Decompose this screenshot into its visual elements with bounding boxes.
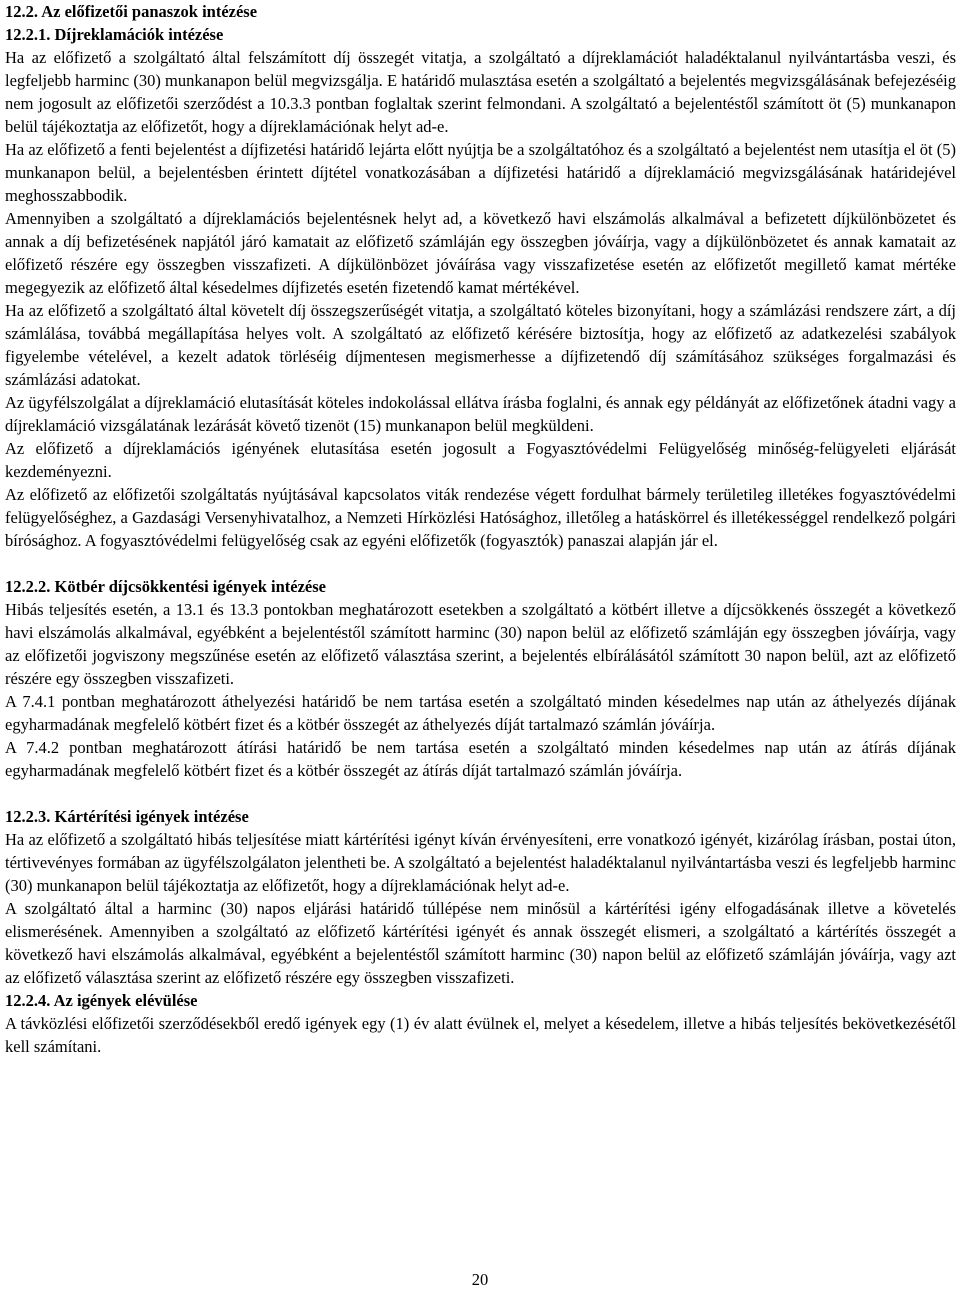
paragraph: Ha az előfizető a szolgáltató hibás teljesítése miatt kártérítési igényt kíván érvényesíteni, erre vonatkozó igényét, kizárólag írásban, postai úton, tértivevényes formában az ügyfélszolgálaton jelentheti be. A szolgáltató a bejelentést haladéktalanul nyilvántartásba veszi és legfeljebb harminc (30) munkanapon belül tájékoztatja az előfizetőt, hogy a díjreklamációnak helyt ad-e. — [5, 830, 956, 895]
paragraph: Ha az előfizető a szolgáltató által követelt díj összegszerűségét vitatja, a szolgáltató köteles bizonyítani, hogy a számlázási rendszere zárt, a díj számlálása, továbbá megállapítása helyes volt. A szolgáltató az előfizető kérésére biztosítja, hogy az előfizető az adatkezelési szabályok figyelembe vételével, a kezelt adatok törléséig díjmentesen megismerhesse a díjfizetendő díj számításához szükséges forgalmazási és számlázási adatokat. — [5, 301, 956, 389]
paragraph: A szolgáltató által a harminc (30) napos eljárási határidő túllépése nem minősül a kártérítési igény elfogadásának illetve a követelés elismerésének. Amennyiben a szolgáltató az előfizető kártérítési igényét és annak összegét elismeri, a szolgáltató a kártérítés összegét a következő havi elszámolás alkalmával, egyébként a bejelentéstől számított harminc (30) napon belül az előfizető számláján jóváírja, vagy azt az előfizető választása szerint az előfizető részére egy összegben visszafizeti. — [5, 899, 956, 987]
page-number: 20 — [471, 1270, 489, 1289]
document-page — [5, 0, 956, 1058]
main-heading: 12.2. Az előfizetői panaszok intézése — [5, 2, 258, 21]
paragraph: Hibás teljesítés esetén, a 13.1 és 13.3 pontokban meghatározott esetekben a szolgáltató a kötbért illetve a díjcsökkenés összegét a következő havi elszámolás alkalmával, egyébként a bejelentéstől számított harminc (30) napon belül az előfizető számláján egy összegben jóváírja, vagy az előfizetői jogviszony megszűnése esetén az előfizető választása szerint, a bejelentés elbírálásától számított 30 napon belül, azt az előfizető részére egy összegben visszafizeti. — [5, 600, 956, 688]
section-heading-12-2-4: 12.2.4. Az igények elévülése — [5, 991, 198, 1010]
section-heading-12-2-2: 12.2.2. Kötbér díjcsökkentési igények intézése — [5, 577, 326, 596]
paragraph: Ha az előfizető a szolgáltató által felszámított díj összegét vitatja, a szolgáltató a díjreklamációt haladéktalanul nyilvántartásba veszi, és legfeljebb harminc (30) munkanapon belül megvizsgálja. E határidő mulasztása esetén a szolgáltató a bejelentés megvizsgálásának befejezéséig nem jogosult az előfizetői szerződést a 10.3.3 pontban foglaltak szerint felmondani. A szolgáltató a bejelentéstől számított öt (5) munkanapon belül tájékoztatja az előfizetőt, hogy a díjreklamációnak helyt ad-e. — [5, 48, 956, 136]
paragraph: Az előfizető az előfizetői szolgáltatás nyújtásával kapcsolatos viták rendezése végett fordulhat bármely területileg illetékes fogyasztóvédelmi felügyelőséghez, a Gazdasági Versenyhivatalhoz, a Nemzeti Hírközlési Hatósághoz, illetőleg a hatáskörrel és illetékességgel rendelkező polgári bírósághoz. A fogyasztóvédelmi felügyelőség csak az egyéni előfizetők (fogyasztók) panaszai alapján jár el. — [5, 485, 956, 550]
paragraph: A 7.4.1 pontban meghatározott áthelyezési határidő be nem tartása esetén a szolgáltató minden késedelmes nap után az áthelyezés díjának egyharmadának megfelelő kötbért fizet és a kötbér összegét az áthelyezés díját tartalmazó számlán jóváírja. — [5, 692, 956, 734]
paragraph: A távközlési előfizetői szerződésekből eredő igények egy (1) év alatt évülnek el, melyet a késedelem, illetve a hibás teljesítés bekövetkezésétől kell számítani. — [5, 1014, 956, 1056]
paragraph: Az ügyfélszolgálat a díjreklamáció elutasítását köteles indokolással ellátva írásba foglalni, és annak egy példányát az előfizetőnek átadni vagy a díjreklamáció vizsgálatának lezárását követő tizenöt (15) munkanapon belül megküldeni. — [5, 393, 956, 435]
paragraph: A 7.4.2 pontban meghatározott átírási határidő be nem tartása esetén a szolgáltató minden késedelmes nap után az átírás díjának egyharmadának megfelelő kötbért fizet és a kötbér összegét az átírás díját tartalmazó számlán jóváírja. — [5, 738, 956, 780]
paragraph: Amennyiben a szolgáltató a díjreklamációs bejelentésnek helyt ad, a következő havi elszámolás alkalmával a befizetett díjkülönbözetet és annak a díj befizetésének napjától járó kamatait az előfizető számláján egy összegben jóváírja, vagy a díjkülönbözetet és annak kamatait az előfizető részére egy összegben visszafizeti. A díjkülönbözet jóváírása vagy visszafizetése esetén az előfizetőt megillető kamat mértéke megegyezik az előfizető által késedelmes díjfizetés esetén fizetendő kamat mértékével. — [5, 209, 956, 297]
paragraph: Ha az előfizető a fenti bejelentést a díjfizetési határidő lejárta előtt nyújtja be a szolgáltatóhoz és a szolgáltató a bejelentést nem utasítja el öt (5) munkanapon belül, a bejelentésben érintett díjtétel vonatkozásában a díjfizetési határidő a díjreklamáció megvizsgálásának határidejével meghosszabbodik. — [5, 140, 956, 205]
section-heading-12-2-3: 12.2.3. Kártérítési igények intézése — [5, 807, 249, 826]
section-heading-12-2-1: 12.2.1. Díjreklamációk intézése — [5, 25, 224, 44]
paragraph: Az előfizető a díjreklamációs igényének elutasítása esetén jogosult a Fogyasztóvédelmi Felügyelőség minőség-felügyeleti eljárását kezdeményezni. — [5, 439, 956, 481]
